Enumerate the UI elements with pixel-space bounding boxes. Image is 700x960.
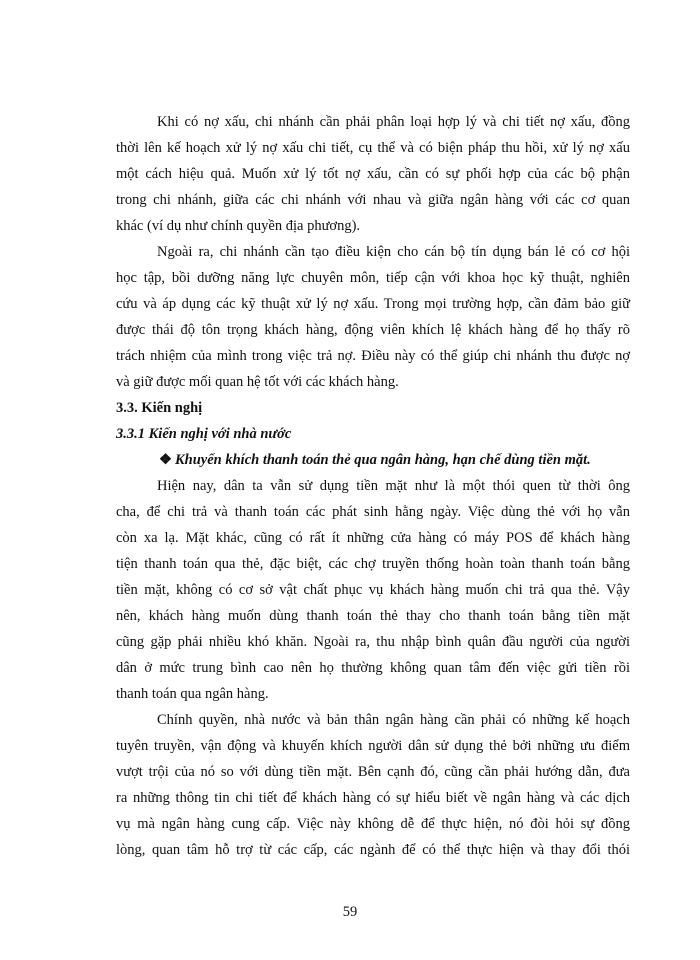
paragraph-2-line-2: học tập, bồi dưỡng năng lực chuyên môn, tiếp cận với khoa học kỹ thuật, nghiên — [116, 270, 630, 286]
paragraph-2-line-6: và giữ được mối quan hệ tốt với các khách hàng. — [116, 374, 399, 390]
paragraph-3-line-4: tiện thanh toán qua thẻ, đặc biệt, các chợ truyền thống hoàn toàn thanh toán bằng — [116, 556, 630, 572]
paragraph-3-line-9: thanh toán qua ngân hàng. — [116, 686, 269, 702]
subsection-heading: 3.3.1 Kiến nghị với nhà nước — [116, 426, 292, 442]
paragraph-4-line-2: tuyên truyền, vận động và khuyến khích người dân sử dụng thẻ bởi những ưu điểm — [116, 738, 630, 754]
paragraph-2-line-1: Ngoài ra, chi nhánh cần tạo điều kiện cho cán bộ tín dụng bán lẻ có cơ hội — [157, 244, 630, 260]
paragraph-2-line-4: được thái độ tôn trọng khách hàng, động viên khích lệ khách hàng để họ thấy rõ — [116, 322, 630, 338]
paragraph-1-line-1: Khi có nợ xấu, chi nhánh cần phải phân loại hợp lý và chi tiết nợ xấu, đồng — [157, 114, 630, 130]
paragraph-3-line-2: cha, để chi trả và thanh toán các phát sinh hằng ngày. Việc dùng thẻ với họ vẫn — [116, 504, 630, 520]
paragraph-1-line-3: một cách hiệu quả. Muốn xử lý tốt nợ xấu, cần có sự phối hợp của các bộ phận — [116, 166, 630, 182]
paragraph-2-line-5: trách nhiệm của mình trong việc trả nợ. Điều này có thể giúp chi nhánh thu được nợ — [116, 348, 630, 364]
paragraph-4-line-5: vụ mà ngân hàng cung cấp. Việc này không dễ để thực hiện, nó đòi hỏi sự đồng — [116, 816, 630, 832]
paragraph-3-line-7: cũng gặp phải nhiều khó khăn. Ngoài ra, thu nhập bình quân đầu người của người — [116, 634, 630, 650]
bullet-item — [159, 451, 591, 469]
paragraph-4-line-4: ra những thông tin chi tiết để khách hàng có sự hiểu biết về ngân hàng và các dịch — [116, 790, 630, 806]
paragraph-1-line-2: thời lên kế hoạch xử lý nợ xấu chi tiết, cụ thể và có biện pháp thu hồi, xử lý nợ xấu — [116, 140, 630, 156]
page-number: 59 — [342, 904, 358, 920]
paragraph-3-line-8: dân ở mức trung bình cao nên họ thường không quan tâm đến việc gửi tiền rồi — [116, 660, 630, 676]
section-heading: 3.3. Kiến nghị — [116, 400, 203, 416]
paragraph-3-line-6: nên, khách hàng muốn dùng thanh toán thẻ thay cho thanh toán bằng tiền mặt — [116, 608, 630, 624]
paragraph-1-line-4: trong chi nhánh, giữa các chi nhánh với nhau và giữa ngân hàng với các cơ quan — [116, 192, 630, 208]
paragraph-1-line-5: khác (ví dụ như chính quyền địa phương). — [116, 218, 361, 234]
paragraph-3-line-5: tiền mặt, không có cơ sở vật chất phục vụ khách hàng muốn chi trả qua thẻ. Vậy — [116, 582, 630, 598]
paragraph-4-line-6: lòng, quan tâm hỗ trợ từ các cấp, các ngành để có thể thực hiện và thay đổi thói — [116, 842, 630, 858]
paragraph-4-line-1: Chính quyền, nhà nước và bản thân ngân hàng cần phải có những kế hoạch — [157, 712, 630, 728]
paragraph-3-line-1: Hiện nay, dân ta vẫn sử dụng tiền mặt như là một thói quen từ thời ông — [157, 478, 630, 494]
bullet-text: Khuyến khích thanh toán thẻ qua ngân hàng, hạn chế dùng tiền mặt. — [175, 452, 591, 468]
paragraph-2-line-3: cứu và áp dụng các kỹ thuật xử lý nợ xấu. Trong mọi trường hợp, cần đảm bảo giữ — [116, 296, 630, 312]
diamond-bullet-icon: ❖ — [159, 452, 172, 468]
paragraph-3-line-3: còn xa lạ. Mặt khác, cũng có rất ít những cửa hàng có máy POS để khách hàng — [116, 530, 630, 546]
paragraph-4-line-3: vượt trội của nó so với dùng tiền mặt. Bên cạnh đó, cũng cần phải hướng dẫn, đưa — [116, 764, 630, 780]
